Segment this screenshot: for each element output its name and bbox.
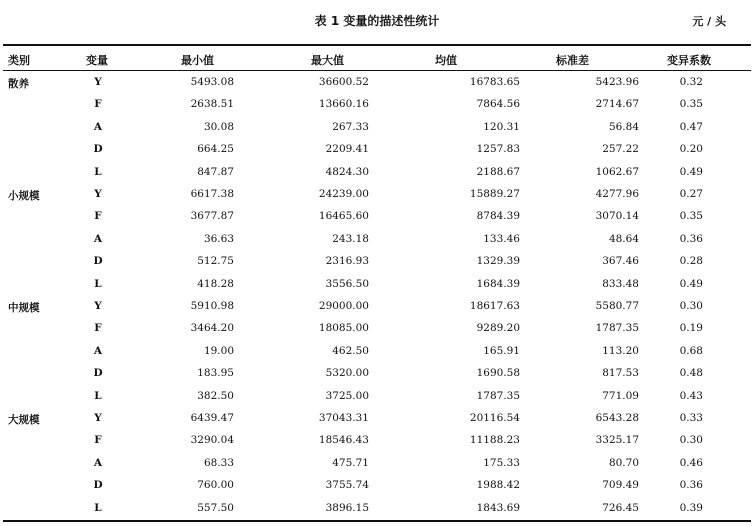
row-variable: L — [94, 501, 102, 514]
row-min: 183.95 — [197, 367, 234, 380]
row-max: 475.71 — [332, 456, 369, 469]
row-max: 3725.00 — [325, 389, 369, 402]
row-max: 29000.00 — [318, 300, 369, 312]
row-category: 散养 — [8, 78, 29, 90]
row-max: 462.50 — [332, 344, 369, 357]
table-header — [3, 52, 751, 68]
row-sd: 1787.35 — [595, 322, 639, 335]
header-mean: 均值 — [435, 54, 457, 67]
row-variable: F — [94, 434, 102, 447]
row-sd: 6543.28 — [595, 412, 639, 424]
row-mean: 1684.39 — [476, 277, 520, 290]
row-cv: 0.35 — [679, 210, 703, 223]
row-min: 6439.47 — [190, 412, 234, 424]
row-sd: 367.46 — [602, 255, 639, 268]
row-sd: 3070.14 — [595, 210, 639, 223]
row-max: 13660.16 — [318, 98, 369, 111]
table-row — [3, 185, 751, 207]
row-variable: L — [94, 277, 102, 290]
row-sd: 113.20 — [602, 344, 639, 357]
row-min: 19.00 — [203, 344, 234, 357]
table-row — [3, 207, 751, 229]
bottom-rule — [3, 520, 751, 522]
table-row — [3, 140, 751, 162]
row-sd: 5423.96 — [595, 76, 639, 88]
row-min: 68.33 — [203, 456, 234, 469]
row-variable: D — [93, 367, 103, 380]
row-mean: 120.31 — [483, 120, 520, 133]
row-sd: 257.22 — [602, 143, 639, 156]
row-mean: 16783.65 — [469, 76, 520, 88]
row-mean: 1843.69 — [476, 501, 520, 514]
row-sd: 48.64 — [608, 232, 639, 245]
row-sd: 817.53 — [602, 367, 639, 380]
row-cv: 0.20 — [679, 143, 703, 156]
row-sd: 771.09 — [602, 389, 639, 402]
row-mean: 18617.63 — [469, 300, 520, 312]
table-row — [3, 454, 751, 476]
row-cv: 0.19 — [679, 322, 703, 335]
table-row — [3, 95, 751, 117]
row-min: 5910.98 — [190, 300, 234, 312]
row-mean: 8784.39 — [476, 210, 520, 223]
row-mean: 1257.83 — [476, 143, 520, 156]
row-cv: 0.43 — [679, 389, 703, 402]
row-min: 382.50 — [197, 389, 234, 402]
table-row — [3, 252, 751, 274]
table-row — [3, 431, 751, 453]
table-row — [3, 275, 751, 297]
row-mean: 7864.56 — [476, 98, 520, 111]
table-row — [3, 387, 751, 409]
row-min: 5493.08 — [190, 76, 234, 88]
header-cv: 变异系数 — [667, 54, 711, 67]
row-max: 37043.31 — [318, 412, 369, 424]
table-row — [3, 297, 751, 319]
table-row — [3, 342, 751, 364]
table-row — [3, 118, 751, 140]
row-cv: 0.39 — [679, 501, 703, 514]
row-max: 24239.00 — [318, 188, 369, 200]
row-mean: 1329.39 — [476, 255, 520, 268]
row-cv: 0.36 — [679, 479, 703, 492]
row-cv: 0.47 — [679, 120, 703, 133]
row-mean: 1690.58 — [476, 367, 520, 380]
row-max: 18085.00 — [318, 322, 369, 335]
row-mean: 11188.23 — [469, 434, 520, 447]
row-sd: 80.70 — [608, 456, 639, 469]
row-variable: Y — [94, 76, 102, 88]
header-min: 最小值 — [181, 54, 214, 67]
row-variable: F — [94, 210, 102, 223]
row-min: 3677.87 — [190, 210, 234, 223]
row-sd: 726.45 — [602, 501, 639, 514]
row-cv: 0.27 — [679, 188, 703, 200]
row-variable: F — [94, 322, 102, 335]
table-row — [3, 476, 751, 498]
row-cv: 0.33 — [679, 412, 703, 424]
row-sd: 3325.17 — [595, 434, 639, 447]
row-mean: 1988.42 — [476, 479, 520, 492]
row-min: 418.28 — [197, 277, 234, 290]
row-max: 3896.15 — [325, 501, 369, 514]
row-variable: A — [93, 456, 103, 469]
row-variable: Y — [94, 300, 102, 312]
row-sd: 2714.67 — [595, 98, 639, 111]
header-max: 最大值 — [311, 54, 344, 67]
row-max: 2209.41 — [325, 143, 369, 156]
header-category: 类别 — [8, 54, 30, 67]
row-min: 36.63 — [203, 232, 234, 245]
row-max: 16465.60 — [318, 210, 369, 223]
row-min: 847.87 — [197, 165, 234, 178]
row-max: 5320.00 — [325, 367, 369, 380]
row-min: 557.50 — [197, 501, 234, 514]
row-min: 3290.04 — [190, 434, 234, 447]
row-category: 中规模 — [8, 302, 40, 314]
row-variable: A — [93, 344, 103, 357]
row-cv: 0.49 — [679, 277, 703, 290]
row-variable: D — [93, 255, 103, 268]
row-mean: 133.46 — [483, 232, 520, 245]
header-rule — [3, 70, 751, 71]
table-row — [3, 409, 751, 431]
row-cv: 0.36 — [679, 232, 703, 245]
row-min: 30.08 — [203, 120, 234, 133]
row-sd: 1062.67 — [595, 165, 639, 178]
row-cv: 0.30 — [679, 434, 703, 447]
row-max: 267.33 — [332, 120, 369, 133]
row-variable: Y — [94, 188, 102, 200]
row-cv: 0.35 — [679, 98, 703, 111]
row-cv: 0.32 — [679, 76, 703, 88]
row-max: 243.18 — [332, 232, 369, 245]
row-mean: 9289.20 — [476, 322, 520, 335]
row-mean: 175.33 — [483, 456, 520, 469]
table-title: 表 1 变量的描述性统计 — [314, 14, 440, 28]
row-variable: Y — [94, 412, 102, 424]
table-row — [3, 364, 751, 386]
row-min: 6617.38 — [190, 188, 234, 200]
row-variable: L — [94, 165, 102, 178]
row-max: 18546.43 — [318, 434, 369, 447]
row-min: 664.25 — [197, 143, 234, 156]
row-max: 36600.52 — [318, 76, 369, 88]
row-min: 3464.20 — [190, 322, 234, 335]
row-sd: 4277.96 — [595, 188, 639, 200]
row-cv: 0.49 — [679, 165, 703, 178]
row-mean: 165.91 — [483, 344, 520, 357]
row-max: 3755.74 — [325, 479, 369, 492]
row-variable: A — [93, 232, 103, 245]
row-max: 2316.93 — [325, 255, 369, 268]
row-sd: 833.48 — [602, 277, 639, 290]
row-mean: 2188.67 — [476, 165, 520, 178]
header-sd: 标准差 — [556, 54, 589, 67]
row-category: 小规模 — [8, 190, 40, 202]
row-cv: 0.48 — [679, 367, 703, 380]
row-cv: 0.30 — [679, 300, 703, 312]
row-variable: F — [94, 98, 102, 111]
table-row — [3, 499, 751, 521]
top-rule — [3, 44, 751, 46]
row-cv: 0.68 — [679, 344, 703, 357]
table-unit: 元 / 头 — [692, 15, 726, 28]
row-variable: L — [94, 389, 102, 402]
row-min: 760.00 — [197, 479, 234, 492]
row-variable: D — [93, 143, 103, 156]
row-sd: 56.84 — [608, 120, 639, 133]
row-variable: A — [93, 120, 103, 133]
row-mean: 15889.27 — [469, 188, 520, 200]
header-variable: 变量 — [86, 54, 108, 67]
row-min: 512.75 — [197, 255, 234, 268]
row-sd: 5580.77 — [595, 300, 639, 312]
row-max: 4824.30 — [325, 165, 369, 178]
table-row — [3, 319, 751, 341]
row-category: 大规模 — [8, 414, 40, 426]
row-mean: 1787.35 — [476, 389, 520, 402]
table-row — [3, 73, 751, 95]
row-max: 3556.50 — [325, 277, 369, 290]
row-cv: 0.46 — [679, 456, 703, 469]
row-min: 2638.51 — [190, 98, 234, 111]
table-row — [3, 163, 751, 185]
row-variable: D — [93, 479, 103, 492]
row-cv: 0.28 — [679, 255, 703, 268]
table-row — [3, 230, 751, 252]
row-mean: 20116.54 — [469, 412, 520, 424]
row-sd: 709.49 — [602, 479, 639, 492]
